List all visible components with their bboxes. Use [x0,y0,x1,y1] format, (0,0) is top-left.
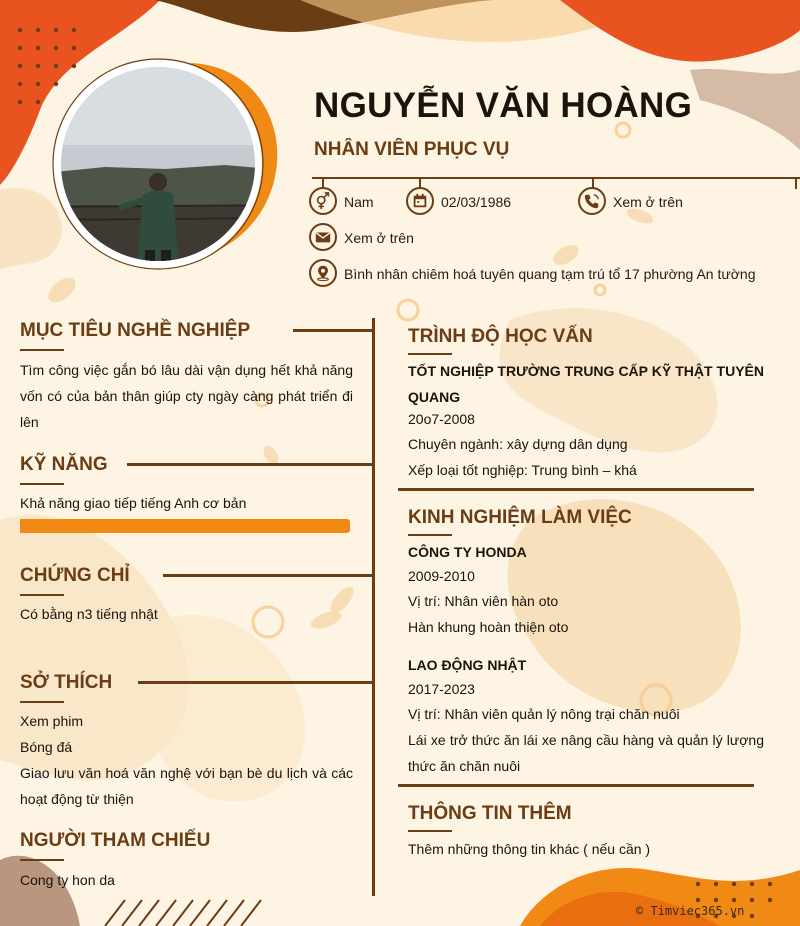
avatar [45,55,295,285]
column-divider [372,318,375,896]
hobby-item: Xem phim [20,713,84,729]
job-company: LAO ĐỘNG NHẬT [408,657,527,673]
heading-underline [408,353,452,355]
heading-line [127,463,373,466]
reference-text: Cong ty hon da [20,872,115,888]
education-major: Chuyên ngành: xây dựng dân dụng [408,436,628,452]
job-period: 2017-2023 [408,681,475,697]
location-icon [309,259,337,287]
watermark: © Timviec365.vn [636,904,745,918]
candidate-name: NGUYỄN VĂN HOÀNG [314,86,693,125]
hobbies-heading: SỞ THÍCH [20,672,113,693]
heading-underline [20,701,64,703]
job-period: 2009-2010 [408,568,475,584]
phone-icon [578,187,606,215]
experience-heading: KINH NGHIỆM LÀM VIỆC [408,507,632,528]
education-school: TỐT NGHIỆP TRƯỜNG TRUNG CẤP KỸ THẬT TUYÊN QUANG [408,363,764,405]
education-heading: TRÌNH ĐỘ HỌC VẤN [408,326,593,347]
hobby-item: Bóng đá [20,739,73,755]
job-description: Lái xe trở thức ăn lái xe nâng cầu hàng và quản lý lượng thức ăn chăn nuôi [408,732,764,774]
hobby-item: Giao lưu văn hoá văn nghệ với bạn bè du lịch và các hoạt động từ thiện [20,765,353,807]
job-description: Hàn khung hoàn thiện oto [408,619,569,635]
job-title: NHÂN VIÊN PHỤC VỤ [314,139,510,160]
gender-icon [309,187,337,215]
certificates-heading: CHỨNG CHỈ [20,565,130,586]
email-value: Xem ở trên [344,230,414,246]
contact-divider [312,177,800,179]
references-heading: NGƯỜI THAM CHIẾU [20,830,211,851]
phone-value: Xem ở trên [613,194,683,210]
skills-heading: KỸ NĂNG [20,454,108,475]
job-position: Vị trí: Nhân viên hàn oto [408,593,559,609]
objective-heading: MỤC TIÊU NGHỀ NGHIỆP [20,320,251,341]
heading-underline [408,534,452,536]
job-company: CÔNG TY HONDA [408,544,527,560]
skill-name: Khả năng giao tiếp tiếng Anh cơ bản [20,495,247,511]
heading-underline [408,830,452,832]
heading-underline [20,859,64,861]
heading-line [293,329,373,332]
calendar-icon [406,187,434,215]
section-divider [398,784,754,787]
job-position: Vị trí: Nhân viên quản lý nông trại chăn nuôi [408,706,680,722]
certificate-text: Có bằng n3 tiếng nhật [20,606,158,622]
heading-line [163,574,373,577]
connector-tick [795,177,797,189]
email-icon [309,223,337,251]
birthday-value: 02/03/1986 [441,194,512,210]
heading-line [138,681,373,684]
heading-underline [20,349,64,351]
gender-value: Nam [344,194,374,210]
skill-level-fill [20,519,350,533]
additional-heading: THÔNG TIN THÊM [408,803,572,824]
heading-underline [20,594,64,596]
education-period: 20o7-2008 [408,411,475,427]
skill-level-bar [20,519,350,533]
education-grade: Xếp loại tốt nghiệp: Trung bình – khá [408,462,637,478]
objective-text: Tìm công việc gắn bó lâu dài vận dụng hết khả năng vốn có của bản thân giúp cty ngày càng phát triển đi lên [20,362,353,430]
additional-text: Thêm những thông tin khác ( nếu cần ) [408,841,651,857]
heading-underline [20,483,64,485]
address-value: Bình nhân chiêm hoá tuyên quang tạm trú tổ 17 phường An tường [344,266,756,282]
section-divider [398,488,754,491]
